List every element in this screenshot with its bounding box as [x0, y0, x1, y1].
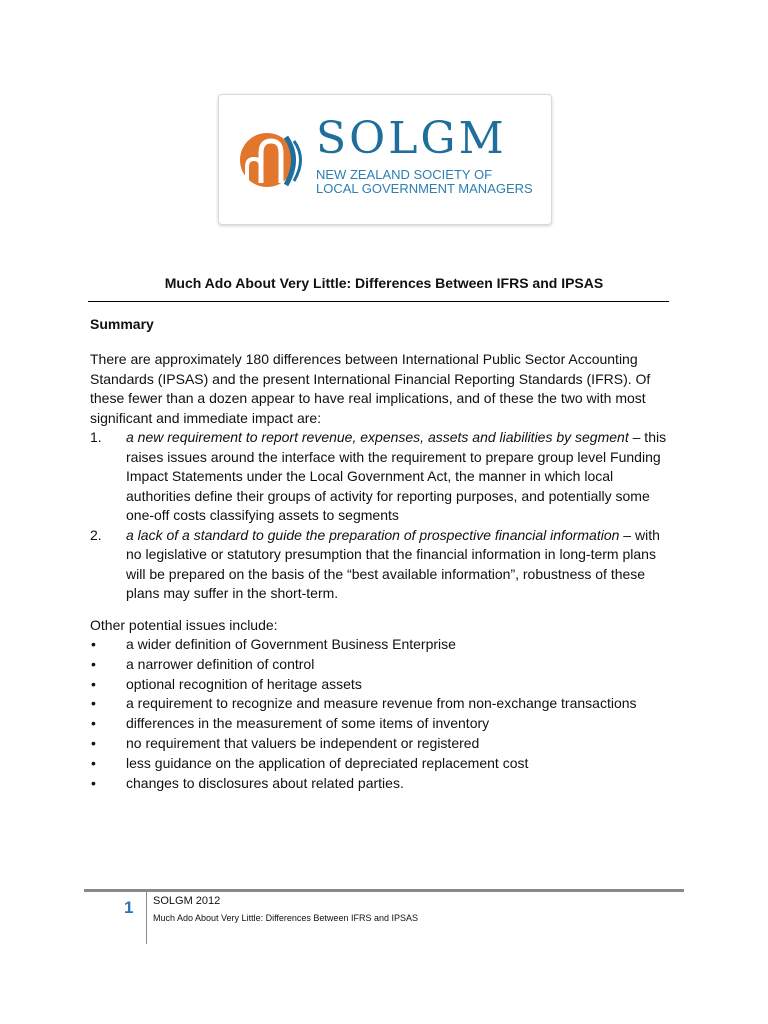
bullet-icon: •: [91, 754, 96, 771]
footer-org-year: SOLGM 2012: [153, 895, 221, 907]
bullet-text: a wider definition of Government Business Enterprise: [126, 636, 456, 652]
bullet-item: [90, 734, 674, 754]
page-number: 1: [124, 898, 134, 917]
other-issues-heading: Other potential issues include:: [90, 617, 278, 633]
numbered-item: [90, 526, 674, 604]
bullet-item: [90, 635, 674, 655]
bullet-icon: •: [91, 774, 96, 791]
bullet-text: a narrower definition of control: [126, 655, 315, 672]
logo-wordmark: SOLGM: [316, 113, 507, 164]
bullet-icon: •: [91, 675, 96, 692]
bullet-icon: •: [91, 695, 96, 712]
bullet-item: [90, 694, 674, 714]
logo-subtitle-line2: LOCAL GOVERNMENT MANAGERS: [316, 181, 533, 196]
solgm-logo: [218, 94, 552, 225]
item-lead: a new requirement to report revenue, expenses, assets and liabilities by segment: [126, 429, 629, 445]
bullet-item: [90, 675, 674, 695]
solgm-emblem-icon: [239, 127, 303, 191]
bullet-text: less guidance on the application of depreciated replacement cost: [126, 754, 529, 771]
intro-paragraph: There are approximately 180 differences between International Public Sector Accounting Standards (IPSAS) and the present International Financial Reporting Standards (IFRS). Of these fewer than a dozen appear to have real implications, and of these the two with most significant and immediate impact are:: [90, 351, 651, 426]
bullet-text: differences in the measurement of some items of inventory: [126, 715, 490, 732]
issues-bullet-list: [90, 635, 674, 793]
bullet-text: optional recognition of heritage assets: [126, 675, 362, 692]
footer-vertical-divider: [146, 892, 147, 944]
item-number: 1.: [90, 429, 102, 445]
item-number: 2.: [90, 526, 102, 543]
bullet-item: [90, 754, 674, 774]
numbered-item: [90, 428, 674, 526]
numbered-list: [90, 428, 674, 604]
item-text: – this raises issues around the interface with the requirement to prepare group level Funding Impact Statements under the Local Government Act, the manner in which local authorities define their groups of activity for reporting purposes, and potentially some one-off costs classifying assets to segments: [126, 429, 667, 523]
bullet-item: [90, 774, 674, 794]
footer-doc-title: Much Ado About Very Little: Differences Between IFRS and IPSAS: [153, 913, 418, 923]
footer-divider: [84, 889, 684, 892]
bullet-text: no requirement that valuers be independent or registered: [126, 734, 480, 751]
bullet-text: changes to disclosures about related parties.: [126, 774, 404, 791]
bullet-icon: •: [91, 734, 96, 751]
bullet-icon: •: [91, 655, 96, 672]
bullet-icon: •: [91, 715, 96, 732]
logo-subtitle-line1: NEW ZEALAND SOCIETY OF: [316, 167, 493, 182]
document-title: Much Ado About Very Little: Differences Between IFRS and IPSAS: [164, 275, 604, 291]
bullet-item: [90, 714, 674, 734]
summary-heading: Summary: [90, 316, 154, 332]
item-text: – with no legislative or statutory presumption that the financial information in long-term plans will be prepared on the basis of the “best available information”, robustness of these plans may suffer in the short-term.: [126, 526, 660, 601]
bullet-icon: •: [91, 636, 96, 652]
bullet-text: a requirement to recognize and measure revenue from non-exchange transactions: [126, 695, 637, 712]
item-lead: a lack of a standard to guide the preparation of prospective financial information: [126, 526, 620, 543]
title-divider: [88, 301, 669, 302]
bullet-item: [90, 655, 674, 675]
